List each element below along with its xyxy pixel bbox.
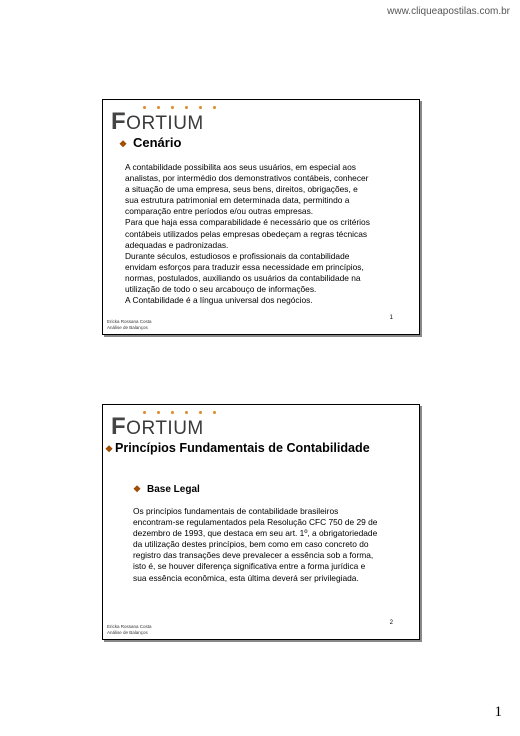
slide-title-text: Princípios Fundamentais de Contabilidade (115, 441, 370, 455)
logo-wordmark: ORTIUM (126, 113, 204, 134)
slide-author (107, 319, 152, 330)
site-url[interactable]: www.cliqueapostilas.com.br (387, 6, 510, 17)
logo-initial: F (111, 413, 127, 440)
author-name: Ericka Rossana Costa (107, 624, 152, 629)
slide-1 (102, 99, 420, 335)
slide-subtitle-text: Base Legal (147, 484, 200, 495)
course-name: Análise de Balanços (107, 629, 148, 635)
fortium-logo (111, 411, 211, 440)
slide-title-text: Cenário (133, 135, 182, 150)
slide-2 (102, 404, 420, 640)
author-name: Ericka Rossana Costa (107, 319, 152, 324)
slide-body-text: A contabilidade possibilita aos seus usuários, em especial aos analistas, por intermédio dos demonstrativos contábeis, conhecer a situação de uma empresa, seus bens, direitos, obrigações, e sua estrutura patrimonial em determinada data, permitindo a comparação entre períodos e/ou outras empresas. Para que haja essa comparabilidade é necessário que os critérios contábeis utilizados pelas empresas obedeçam a regras técnicas adequadas e padronizadas. Durante séculos, estudiosos e profissionais da contabilidade envidam esforços para traduzir essa necessidade em princípios, normas, postulados, auxiliando os usuários da contabilidade na utilização de todo o seu arcabouço de informações. A Contabilidade é a língua universal dos negócios. (125, 162, 370, 306)
course-name: Análise de Balanços (107, 324, 148, 330)
logo-wordmark: ORTIUM (126, 418, 204, 439)
slide-author (107, 624, 152, 635)
bullet-icon: ❖ (133, 484, 142, 495)
slide-subtitle (133, 484, 200, 495)
slide-title (119, 135, 181, 150)
slide-title (105, 441, 370, 455)
document-page-number: 1 (494, 704, 502, 720)
bullet-icon: ❖ (119, 138, 128, 149)
slide-page-number: 1 (389, 315, 393, 321)
fortium-logo (111, 106, 211, 135)
slide-page-number: 2 (389, 620, 393, 626)
logo-initial: F (111, 108, 127, 135)
slide-body-text: Os princípios fundamentais de contabilidade brasileiros encontram-se regulamentados pela Resolução CFC 750 de 29 de dezembro de 1993, que destaca em seu art. 1º, a obrigatoriedade da utilização destes princípios, bem como em caso concreto do registro das transações deve prevalecer a essência sob a forma, isto é, se houver diferença significativa entre a forma jurídica e sua essência econômica, esta última deverá ser privilegiada. (133, 506, 378, 583)
bullet-icon: ❖ (105, 443, 114, 454)
